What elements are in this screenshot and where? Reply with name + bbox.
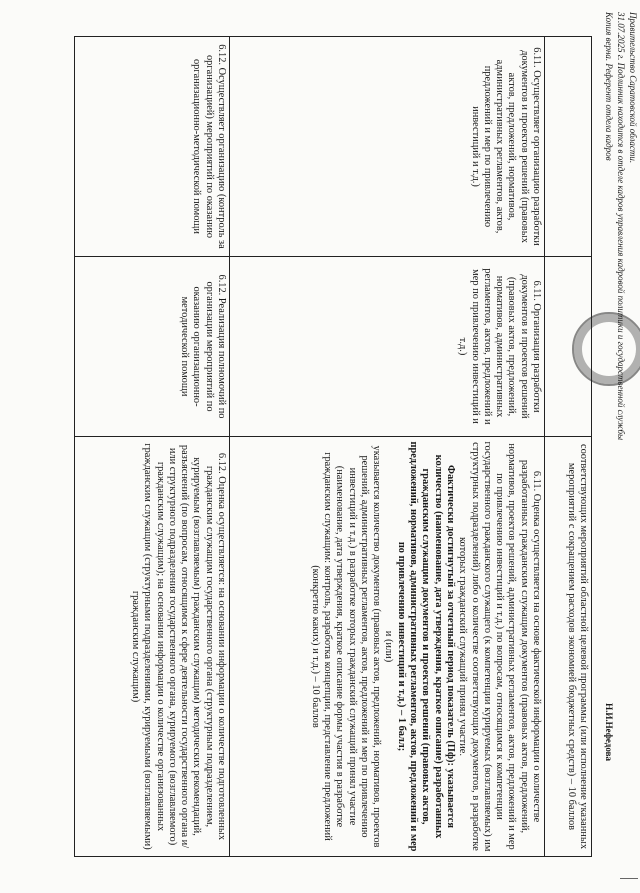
table-cell: 6.12. Осуществляет организацию (контроль за организацией) мероприятий по оказанию организационно-методической помощи (75, 37, 230, 257)
table-cell (230, 437, 545, 857)
table-cell (545, 257, 592, 437)
page-footer-mark (620, 878, 638, 887)
table-cell: 6.12. Оценка осуществляется: на основании информации о количестве подготовленных гражданским служащим государственного органа (структурным подразделением, курируемым (возглавляемым) гражданским служащим) методических рекомендаций, разъяснений (по вопросам, относящимся к сфере деятельности государственного органа и/или структурного подразделения государственного органа, курируемого (возглавляемого) гражданским служащим); на основании информации о количестве организованных гражданским служащим (структурными подразделениями, курируемыми (возглавляемыми) гражданским служащим) (75, 437, 230, 857)
table-row (230, 37, 545, 857)
table-cell: 6.12. Реализация полномочий по организации мероприятий по оказанию организационно-методической помощи (75, 257, 230, 437)
cell-paragraph: 6.11. Оценка осуществляется на основе фактической информации о количестве разработанных гражданским служащим документов (правовых актов, предложений, нормативов, проектов решений, административных регламентов, актов, предложений и мер по привлечению инвестиций и т.д.) по вопросам, относящимся к компетенции государственного гражданского служащего (к компетенции курируемых (возглавляемых) им структурных подразделений) либо о количестве соответствующих документов, в разработке которых гражданский служащий принял участие. (457, 441, 542, 852)
header-signature: Н.И.Нефедова (604, 703, 614, 761)
table-row (75, 37, 230, 857)
cell-paragraph-bold: Фактически достигнутый за отчетный период показатель (Пф): указывается количество (наименование, дата утверждения, краткое описание) разработанных гражданским служащим документов и проектов решений (правовых актов, предложений, нормативов, административных регламентов, актов, предложений и мер по привлечению инвестиций и т.д.) – 1 балл; (395, 441, 456, 852)
header-line-2: 31.07.2025 г. Подлинник находится в отделе кадров управления кадровой политики и государственной службы (616, 12, 626, 441)
table-cell: 6.11. Осуществляет организацию разработки документов и проектов решений (правовых актов, предложений, нормативов, административных регламентов, актов, предложений и мер по привлечению инвестиций и т.д.) (230, 37, 545, 257)
table-cell: соответствующих мероприятий областной целевой программы (или исполнение указанных мероприятий с сокращением расходов экономией бюджетных средств) – 10 баллов (545, 437, 592, 857)
header-line-3: Копия верна. Референт отдела кадров (604, 12, 614, 161)
table-row (545, 37, 592, 857)
header-line-1: Правительство Саратовской области. (628, 12, 638, 164)
certification-header (598, 12, 638, 881)
table-cell (545, 37, 592, 257)
table-cell: 6.11. Организация разработки документов и проектов решений (правовых актов, предложений, нормативов, административных регламентов, актов, предложений и мер по привлечению инвестиций и т.д.) (230, 257, 545, 437)
cell-paragraph: и (или) (383, 630, 395, 663)
criteria-table (74, 36, 592, 857)
cell-paragraph: указывается количество документов (правовых актов, предложений, нормативов, проектов решений, административных регламентов, актов, предложений и мер по привлечению инвестиций и т.д.) в разработке которых гражданский служащий принял участие (наименование, дата утверждения, краткое описание формы участия в разработке гражданским служащим: контроль, разработка концепции, представление предложений (конкретно каких) и т.д.) – 10 баллов (309, 445, 383, 848)
